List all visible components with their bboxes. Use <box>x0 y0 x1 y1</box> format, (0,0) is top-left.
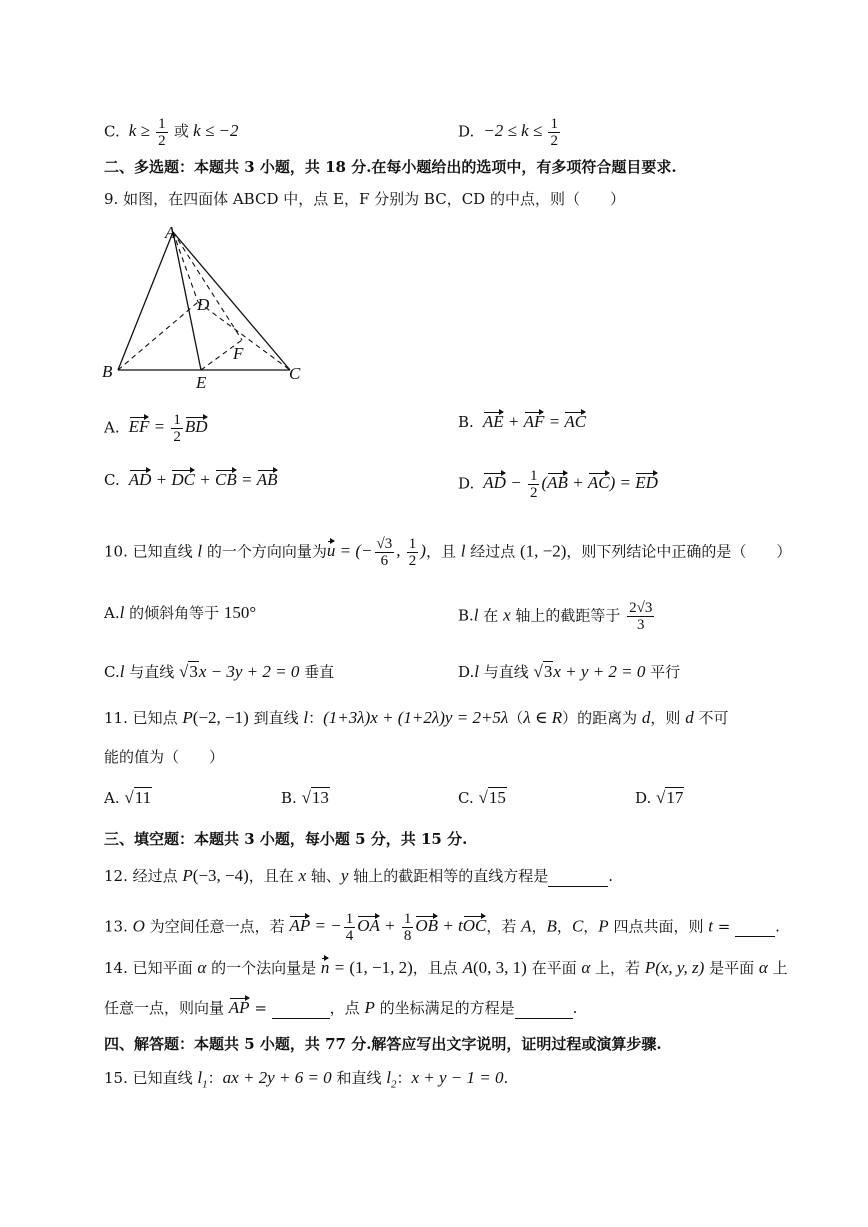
q8-option-d <box>458 116 562 149</box>
q11-option-b: B. √13 <box>281 788 329 807</box>
q10-option-a-label: A. <box>104 604 120 622</box>
q10-option-d: D.l 与直线 √3x + y + 2 = 0 平行 <box>458 662 681 681</box>
vertex-label-c: C <box>289 364 301 383</box>
q9-option-b <box>458 412 586 432</box>
q9-option-b-label: B. <box>458 413 474 431</box>
edge-DC <box>198 302 290 370</box>
q9-option-d-label: D. <box>458 474 475 493</box>
q10-option-d-label: D. <box>458 663 475 681</box>
vertex-label-f: F <box>233 344 244 363</box>
section3-heading: 三、填空题：本题共 3 小题，每小题 5 分，共 15 分. <box>104 830 468 848</box>
q8-option-c <box>104 116 239 149</box>
section2-heading: 二、多选题：本题共 3 小题，共 18 分.在每小题给出的选项中，有多项符合题目要求. <box>104 158 677 176</box>
edge-BD <box>118 302 198 370</box>
q9-option-b-formula: AE + AF = AC <box>482 412 587 431</box>
q10-stem: 10. 已知直线 l 的一个方向向量为u = (− $\frac{√3}{6}$ , $\frac{1}{2}$ )，且 l 经过点 (1, −2)，则下列结论中正确的是（ ） <box>104 536 792 569</box>
q10-option-a: A.l 的倾斜角等于 150° <box>104 603 257 622</box>
q9-option-a-label: A. <box>104 418 120 437</box>
q11-stem-line1: 11. 已知点 P(−2, −1) 到直线 l：(1+3λ)x + (1+2λ)y = 2+5λ（λ ∈ R）的距离为 d，则 d 不可 <box>104 708 729 727</box>
q9-option-c-label: C. <box>104 471 120 489</box>
section4-heading: 四、解答题：本题共 5 小题，共 77 分.解答应写出文字说明，证明过程或演算步骤. <box>104 1035 662 1053</box>
vertex-label-b: B <box>102 362 113 381</box>
edge-AC <box>173 232 290 370</box>
q14-line1: 14. 已知平面 α 的一个法向量是 n = (1, −1, 2)，且点 A(0, 3, 1) 在平面 α 上，若 P(x, y, z) 是平面 α 上 <box>104 958 788 977</box>
vertex-label-d: D <box>197 295 210 314</box>
q9-option-a-formula: EF = $\frac{1}{2}$ BD <box>128 412 208 445</box>
q8-option-c-formula: k ≥ $\frac{1}{2}$ 或 k ≤ −2 <box>124 116 239 149</box>
q9-option-c <box>104 470 278 490</box>
q10-option-b-label: B. <box>458 606 474 625</box>
q10-option-b: B.l 在 x 轴上的截距等于 $\frac{2√3}{3}$ <box>458 600 653 633</box>
q11-option-a: A. √11 <box>104 788 152 807</box>
edge-AB <box>118 232 173 370</box>
q9-option-c-formula: AD + DC + CB = AB <box>128 470 278 489</box>
q9-option-d-formula: AD − $\frac{1}{2}$ (AB + AC) = ED <box>483 468 658 501</box>
q8-option-d-label: D. <box>458 122 475 141</box>
q10-option-c-label: C. <box>104 663 120 681</box>
vertex-label-e: E <box>196 373 207 392</box>
q15: 15. 已知直线 $l_1$：ax + 2y + 6 = 0 和直线 $l_2$：x + y − 1 = 0. <box>104 1068 509 1091</box>
q8-option-d-formula: −2 ≤ k ≤ $\frac{1}{2}$ <box>479 116 558 149</box>
vertex-label-a: A <box>165 223 176 242</box>
q8-option-c-label: C. <box>104 122 120 141</box>
q14-line2: 任意一点，则向量 AP = ，点 P 的坐标满足的方程是 . <box>104 998 578 1017</box>
tetrahedron-figure <box>100 222 320 392</box>
q12: 12. 经过点 P(−3, −4)，且在 x 轴、y 轴上的截距相等的直线方程是 . <box>104 866 614 885</box>
q9-option-a <box>104 412 208 445</box>
q9-option-d <box>458 468 658 501</box>
q11-option-c: C. √15 <box>458 788 506 807</box>
q11-stem-line2: 能的值为（ ） <box>104 748 225 766</box>
q11-option-d: D. √17 <box>635 788 684 807</box>
q9-stem: 9. 如图，在四面体 ABCD 中，点 E，F 分别为 BC，CD 的中点，则（ ） <box>104 190 625 208</box>
q10-option-c: C.l 与直线 √3x − 3y + 2 = 0 垂直 <box>104 662 335 681</box>
q13: 13. O 为空间任意一点，若 AP = − $\frac{1}{4}$ OA + $\frac{1}{8}$ OB + tOC，若 A，B，C，P 四点共面，则 t = . <box>104 911 780 944</box>
